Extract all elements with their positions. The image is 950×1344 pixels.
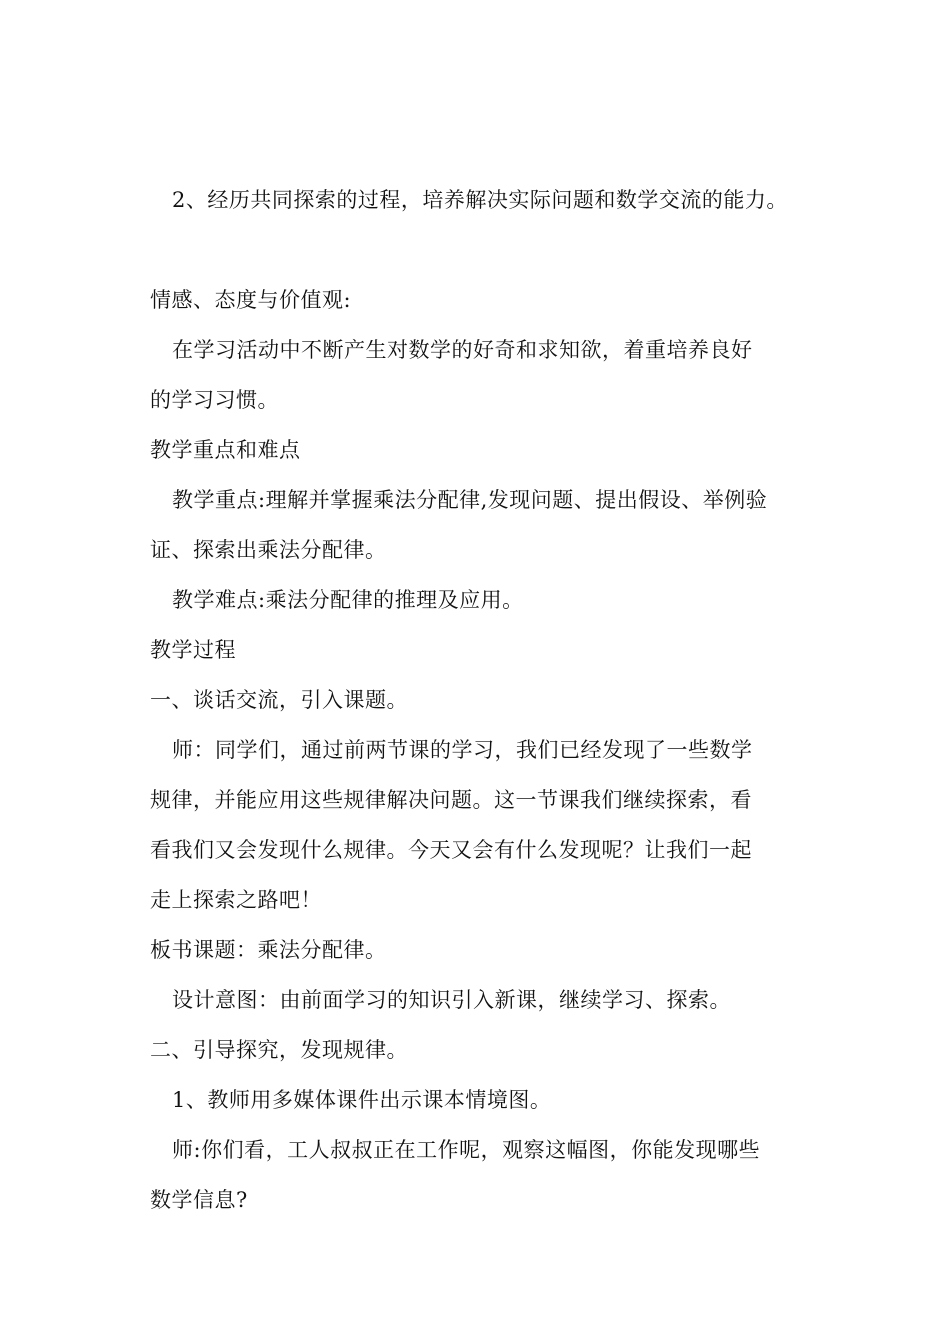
paragraph-board-title: 板书课题：乘法分配律。 [150,938,387,962]
paragraph-teacher-line-4: 走上探索之路吧！ [150,888,322,912]
heading-teaching-process: 教学过程 [150,638,236,662]
heading-key-points: 教学重点和难点 [150,438,301,462]
paragraph-teacher-line-1: 师：同学们，通过前两节课的学习，我们已经发现了一些数学 [172,738,753,762]
paragraph-goal-2: 2、经历共同探索的过程，培养解决实际问题和数学交流的能力。 [172,188,788,212]
paragraph-attitude-line-1: 在学习活动中不断产生对数学的好奇和求知欲，着重培养良好 [172,338,753,362]
paragraph-step-1: 1、教师用多媒体课件出示课本情境图。 [172,1088,552,1112]
paragraph-design-intent: 设计意图：由前面学习的知识引入新课，继续学习、探索。 [172,988,731,1012]
paragraph-key-point-line-1: 教学重点:理解并掌握乘法分配律,发现问题、提出假设、举例验 [172,488,768,512]
heading-section-1: 一、谈话交流，引入课题。 [150,688,408,712]
heading-section-2: 二、引导探究，发现规律。 [150,1038,408,1062]
heading-attitude-values: 情感、态度与价值观: [150,288,352,312]
paragraph-teacher-line-3: 看我们又会发现什么规律。今天又会有什么发现呢？让我们一起 [150,838,752,862]
paragraph-teacher-question-line-2: 数学信息? [150,1188,248,1212]
paragraph-attitude-line-2: 的学习习惯。 [150,388,279,412]
paragraph-teacher-line-2: 规律，并能应用这些规律解决问题。这一节课我们继续探索，看 [150,788,752,812]
paragraph-teacher-question-line-1: 师:你们看，工人叔叔正在工作呢，观察这幅图，你能发现哪些 [172,1138,761,1162]
paragraph-difficulty: 教学难点:乘法分配律的推理及应用。 [172,588,524,612]
paragraph-key-point-line-2: 证、探索出乘法分配律。 [150,538,387,562]
